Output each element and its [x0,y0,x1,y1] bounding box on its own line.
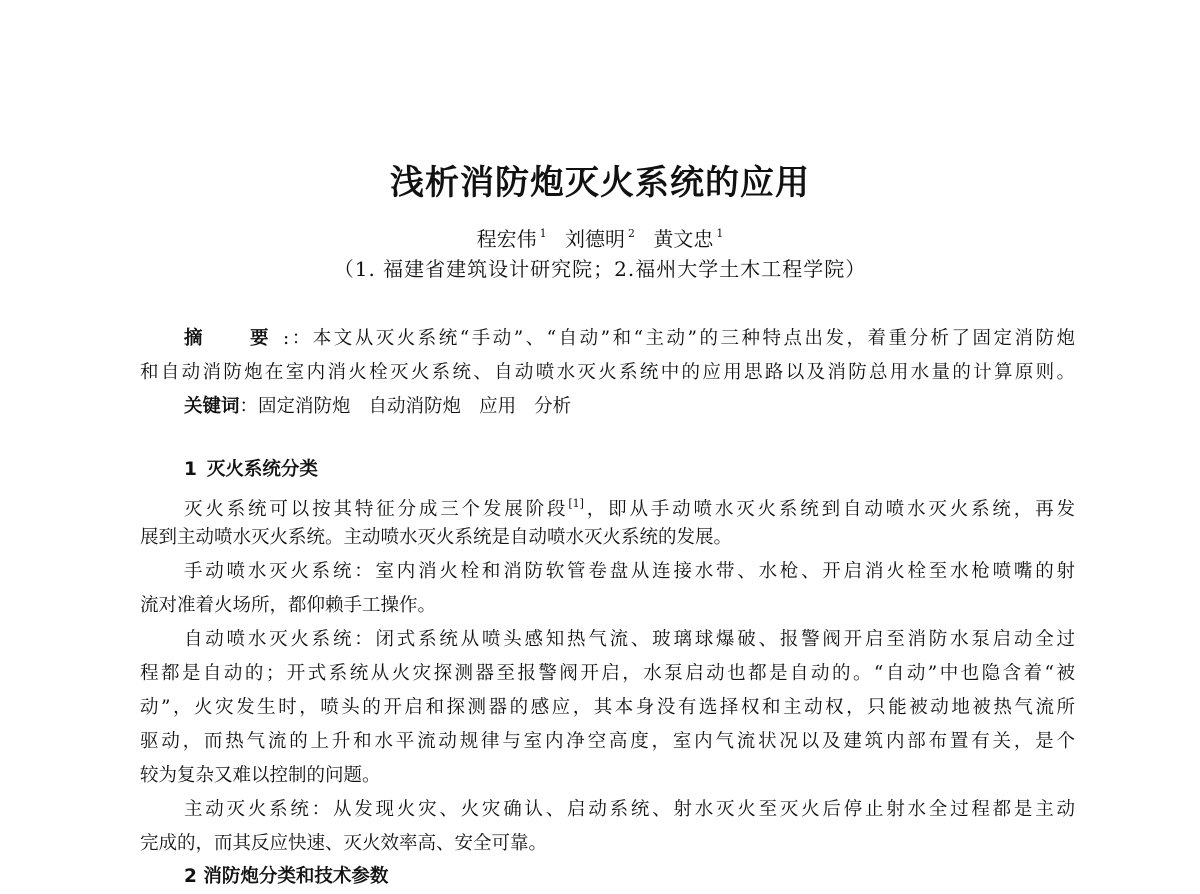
keywords-sep: ： [239,396,259,417]
text-run: 灭火系统可以按其特征分成三个发展阶段 [184,499,569,520]
paragraph-line: 手动喷水灭火系统：室内消火栓和消防软管卷盘从连接水带、水枪、开启消火栓至水枪喷嘴的射 [184,561,1075,582]
author-list [0,219,1200,254]
author [477,219,547,254]
section-heading [140,453,1075,487]
author-affil-mark: 1 [539,227,547,240]
section-title: 灭火系统分类 [206,459,318,480]
paragraph-line: 展到主动喷水灭火系统。主动喷水灭火系统是自动喷水灭火系统的发展。 [140,527,733,548]
keyword: 自动消防炮 [368,396,462,417]
paragraph-line: 驱动，而热气流的上升和水平流动规律与室内净空高度，室内气流状况以及建筑内部布置有关，是个 [140,731,1075,752]
text-run: ，即从手动喷水灭火系统到自动喷水灭火系统，再发 [583,499,1075,520]
abstract-text: :：本文从灭火系统“手动”、“自动”和“主动”的三种特点出发，着重分析了固定消防炮 [283,328,1075,349]
author-name: 刘德明 [565,227,625,251]
affiliations: （1. 福建省建筑设计研究院；2.福州大学土木工程学院） [333,257,867,281]
keywords [140,390,1075,424]
keywords-label: 关键词 [184,396,240,417]
author [565,219,635,254]
keyword: 分析 [534,396,572,417]
keyword: 固定消防炮 [258,396,351,417]
paragraph-line: 自动喷水灭火系统：闭式系统从喷头感知热气流、玻璃球爆破、报警阀开启至消防水泵启动全过 [184,629,1075,650]
paragraph-line: 较为复杂又难以控制的问题。 [140,765,381,786]
abstract-label: 摘 要 [184,328,284,349]
paragraph-line [140,487,1075,521]
abstract-line [140,322,1075,356]
paragraph-line: 动”，火灾发生时，喷头的开启和探测器的感应，其本身没有选择权和主动权，只能被动地被热气流所 [140,697,1075,718]
paper-title: 浅析消防炮灭火系统的应用 [390,163,810,203]
section-1 [140,453,1075,861]
paragraph-line: 完成的，而其反应快速、灭火效率高、安全可靠。 [140,833,548,854]
author [653,219,723,254]
citation-ref: [1] [568,497,584,510]
abstract-line: 和自动消防炮在室内消火栓灭火系统、自动喷水灭火系统中的应用思路以及消防总用水量的计算原则。 [140,362,1075,383]
paragraph-line: 流对准着火场所，都仰赖手工操作。 [140,595,437,616]
paragraph-line: 程都是自动的；开式系统从火灾探测器至报警阀开启，水泵启动也都是自动的。“自动”中也隐含着“被 [140,663,1075,684]
keyword: 应用 [479,396,517,417]
section-number: 1 [184,459,197,480]
author-affil-mark: 2 [628,227,635,240]
section-2-heading-cut: 2 消防炮分类和技术参数 [184,866,389,887]
author-affil-mark: 1 [716,227,724,240]
paragraph-line: 主动灭火系统：从发现火灾、火灾确认、启动系统、射水灭火至灭火后停止射水全过程都是主动 [184,799,1075,820]
abstract [140,322,1075,424]
author-name: 程宏伟 [476,227,537,251]
author-name: 黄文忠 [653,227,714,251]
